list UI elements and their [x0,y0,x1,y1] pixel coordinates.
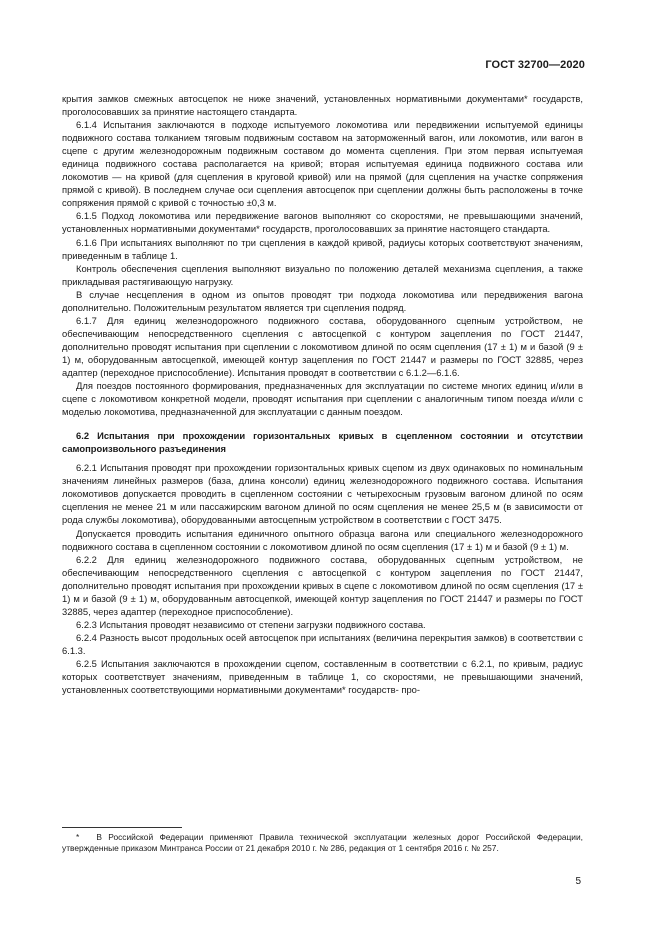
paragraph: крытия замков смежных автосцепок не ниже значений, установленных нормативными документами* государств, проголосовавших за принятие настоящего стандарта. [62,93,583,118]
paragraph: В случае несцепления в одном из опытов проводят три подхода локомотива или передвижения вагона дополнительно. Положительным результатом является три сцепления подряд. [62,288,583,313]
paragraph: 6.2.3 Испытания проводят независимо от степени загрузки подвижного состава. [76,618,426,630]
paragraph: Контроль обеспечения сцепления выполняют визуально по положению деталей механизма сцепления, а также прикладывая растягивающую нагрузку. [62,262,583,287]
page-number: 5 [575,876,581,887]
document-header: ГОСТ 32700—2020 [485,59,585,71]
paragraph: 6.2.1 Испытания проводят при прохождении горизонтальных кривых сцепом из двух одинаковых по номинальным значениям линейных размеров (база, длина консоли) единиц железнодорожного подвижного состава. Испытания локомотивов допускается проводить в сцепленном состоянии с четырехосным грузовым вагоном длиной по осям сцепления не менее 21 м или пассажирским вагоном длиной по осям сцепления не менее 25,5 м (в зависимости от рода службы локомотива), оборудованными автосцепным устройством в соответствии с ГОСТ 3475. [62,462,583,526]
section-heading: 6.2 Испытания при прохождении горизонтальных кривых в сцепленном состоянии и отсутствии самопроизвольного разъединения [62,430,583,455]
paragraph: 6.2.5 Испытания заключаются в прохождении сцепом, составленным в соответствии с 6.2.1, по кривым, радиус которых соответствует значениям, приведенным в таблице 1, со скоростями, не превышающими значений, установленных соответствующими нормативными документами* государств- про- [62,657,583,696]
body-text [62,92,583,696]
footnote-divider [62,827,182,828]
paragraph: 6.1.7 Для единиц железнодорожного подвижного состава, оборудованного сцепным устройством, не обеспечивающим непосредственного сцепления с автосцепкой с контуром зацепления по ГОСТ 21447, дополнительно проводят испытания при сцеплении с локомотивом длиной по осям сцепления (17 ± 1) м и базой (9 ± 1) м, оборудованным автосцепкой, имеющей контур зацепления по ГОСТ 21447 и размеры по ГОСТ 32885, через адаптер (переходное приспособление). Испытания проводят в соответствии с 6.1.2—6.1.6. [62,314,583,378]
paragraph: 6.2.4 Разность высот продольных осей автосцепок при испытаниях (величина перекрытия замков) в соответствии с 6.1.3. [62,631,583,656]
paragraph: Для поездов постоянного формирования, предназначенных для эксплуатации по системе многих единиц и/или в сцепе с локомотивом конкретной модели, проводят испытания при сцеплении с аналогичным типом поезда и/или с моделью локомотива, предназначенной для эксплуатации с данным поездом. [62,380,583,418]
footnote [62,832,583,854]
paragraph: Допускается проводить испытания единичного опытного образца вагона или специального железнодорожного подвижного состава в сцепленном состоянии с локомотивом длиной по осям сцепления (17 ± 1) м и базой (9 ± 1) м. [62,527,583,552]
footnote-text: В Российской Федерации применяют Правила технической эксплуатации железных дорог Российской Федерации, утвержденные приказом Минтранса России от 21 декабря 2010 г. № 286, редакция от 1 сентября 2016 г. № 257. [62,832,583,854]
paragraph: 6.2.2 Для единиц железнодорожного подвижного состава, оборудованных сцепным устройством, не обеспечивающим непосредственного сцепления с автосцепкой с контуром зацепления по ГОСТ 21447, дополнительно проводят испытания при прохождении кривых в сцепе с локомотивом длиной по осям сцепления (17 ± 1) м и базой (9 ± 1) м, оборудованным автосцепкой, имеющей контур зацепления по ГОСТ 21447 и размеры по ГОСТ 32885, через адаптер (переходное приспособление). [62,553,583,617]
footnote-mark: * [76,832,80,842]
paragraph: 6.1.5 Подход локомотива или передвижение вагонов выполняют со скоростями, не превышающими значений, установленных нормативными документами* государств, проголосовавших за принятие настоящего стандарта. [62,210,583,235]
paragraph: 6.1.6 При испытаниях выполняют по три сцепления в каждой кривой, радиусы которых соответствуют значениям, приведенным в таблице 1. [62,236,583,261]
paragraph: 6.1.4 Испытания заключаются в подходе испытуемого локомотива или передвижении испытуемой единицы подвижного состава толканием тяговым подвижным составом на заторможенный вагон, или локомотив, или вагон в сцепе с другим железнодорожным подвижным составом до момента сцепления. При этом первая испытуемая единица подвижного состава располагается на кривой; вторая испытуемая единица подвижного состава или локомотив — на кривой (для сцепления в круговой кривой) или на прямой (для сцепления на участке сопряжения прямой с кривой). В последнем случае оси сцепления автосцепок при сцеплении должны быть расположены в точке сопряжения прямой с кривой с точностью ±0,3 м. [62,119,583,209]
